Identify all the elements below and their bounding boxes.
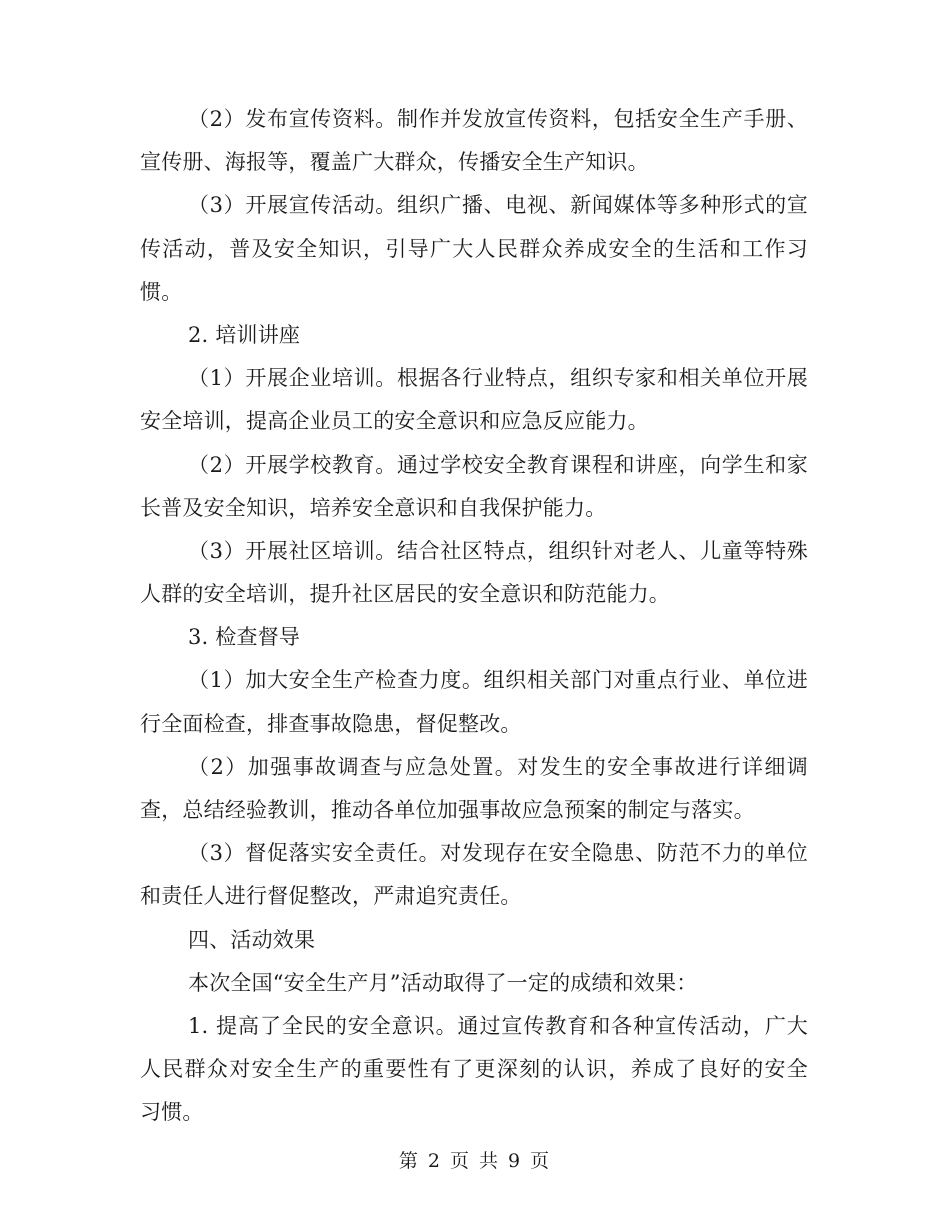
paragraph-line: 人群的安全培训，提升社区居民的安全意识和防范能力。 xyxy=(140,582,670,607)
paragraph-line: 查，总结经验教训，推动各单位加强事故应急预案的制定与落实。 xyxy=(140,798,755,822)
section-heading: 四、活动效果 xyxy=(188,927,316,952)
paragraph-line: 宣传册、海报等，覆盖广大群众，传播安全生产知识。 xyxy=(140,150,649,175)
paragraph-line: （1）开展企业培训。根据各行业特点，组织专家和相关单位开展 xyxy=(188,366,808,391)
paragraph-line: （2）加强事故调查与应急处置。对发生的安全事故进行详细调 xyxy=(188,754,808,779)
section-heading: 3. 检查督导 xyxy=(188,625,301,650)
paragraph-line: （3）督促落实安全责任。对发现存在安全隐患、防范不力的单位 xyxy=(188,841,808,866)
paragraph-line: 长普及安全知识，培养安全意识和自我保护能力。 xyxy=(140,495,607,520)
paragraph-line: （1）加大安全生产检查力度。组织相关部门对重点行业、单位进 xyxy=(188,668,808,693)
page-number-footer: 第 2 页 共 9 页 xyxy=(398,1150,552,1172)
paragraph-line: （3）开展宣传活动。组织广播、电视、新闻媒体等多种形式的宣 xyxy=(188,193,808,218)
paragraph-line: （2）发布宣传资料。制作并发放宣传资料，包括安全生产手册、 xyxy=(188,107,808,131)
page-body xyxy=(140,98,808,1135)
paragraph-line: 1. 提高了全民的安全意识。通过宣传教育和各种宣传活动，广大 xyxy=(188,1013,808,1038)
paragraph-line: 人民群众对安全生产的重要性有了更深刻的认识，养成了良好的安全 xyxy=(140,1057,808,1082)
paragraph-line: 安全培训，提高企业员工的安全意识和应急反应能力。 xyxy=(140,409,649,434)
paragraph-line: 本次全国“安全生产月”活动取得了一定的成绩和效果： xyxy=(188,970,698,995)
paragraph-line: 传活动，普及安全知识，引导广大人民群众养成安全的生活和工作习 xyxy=(140,236,808,261)
paragraph-line: （3）开展社区培训。结合社区特点，组织针对老人、儿童等特殊 xyxy=(188,538,808,563)
paragraph-line: 和责任人进行督促整改，严肃追究责任。 xyxy=(140,884,522,909)
section-heading: 2. 培训讲座 xyxy=(188,322,301,347)
paragraph-line: 行全面检查，排查事故隐患，督促整改。 xyxy=(140,711,522,736)
paragraph-line: 惯。 xyxy=(140,279,183,304)
paragraph-line: （2）开展学校教育。通过学校安全教育课程和讲座，向学生和家 xyxy=(188,452,808,477)
paragraph-line: 习惯。 xyxy=(140,1100,204,1125)
